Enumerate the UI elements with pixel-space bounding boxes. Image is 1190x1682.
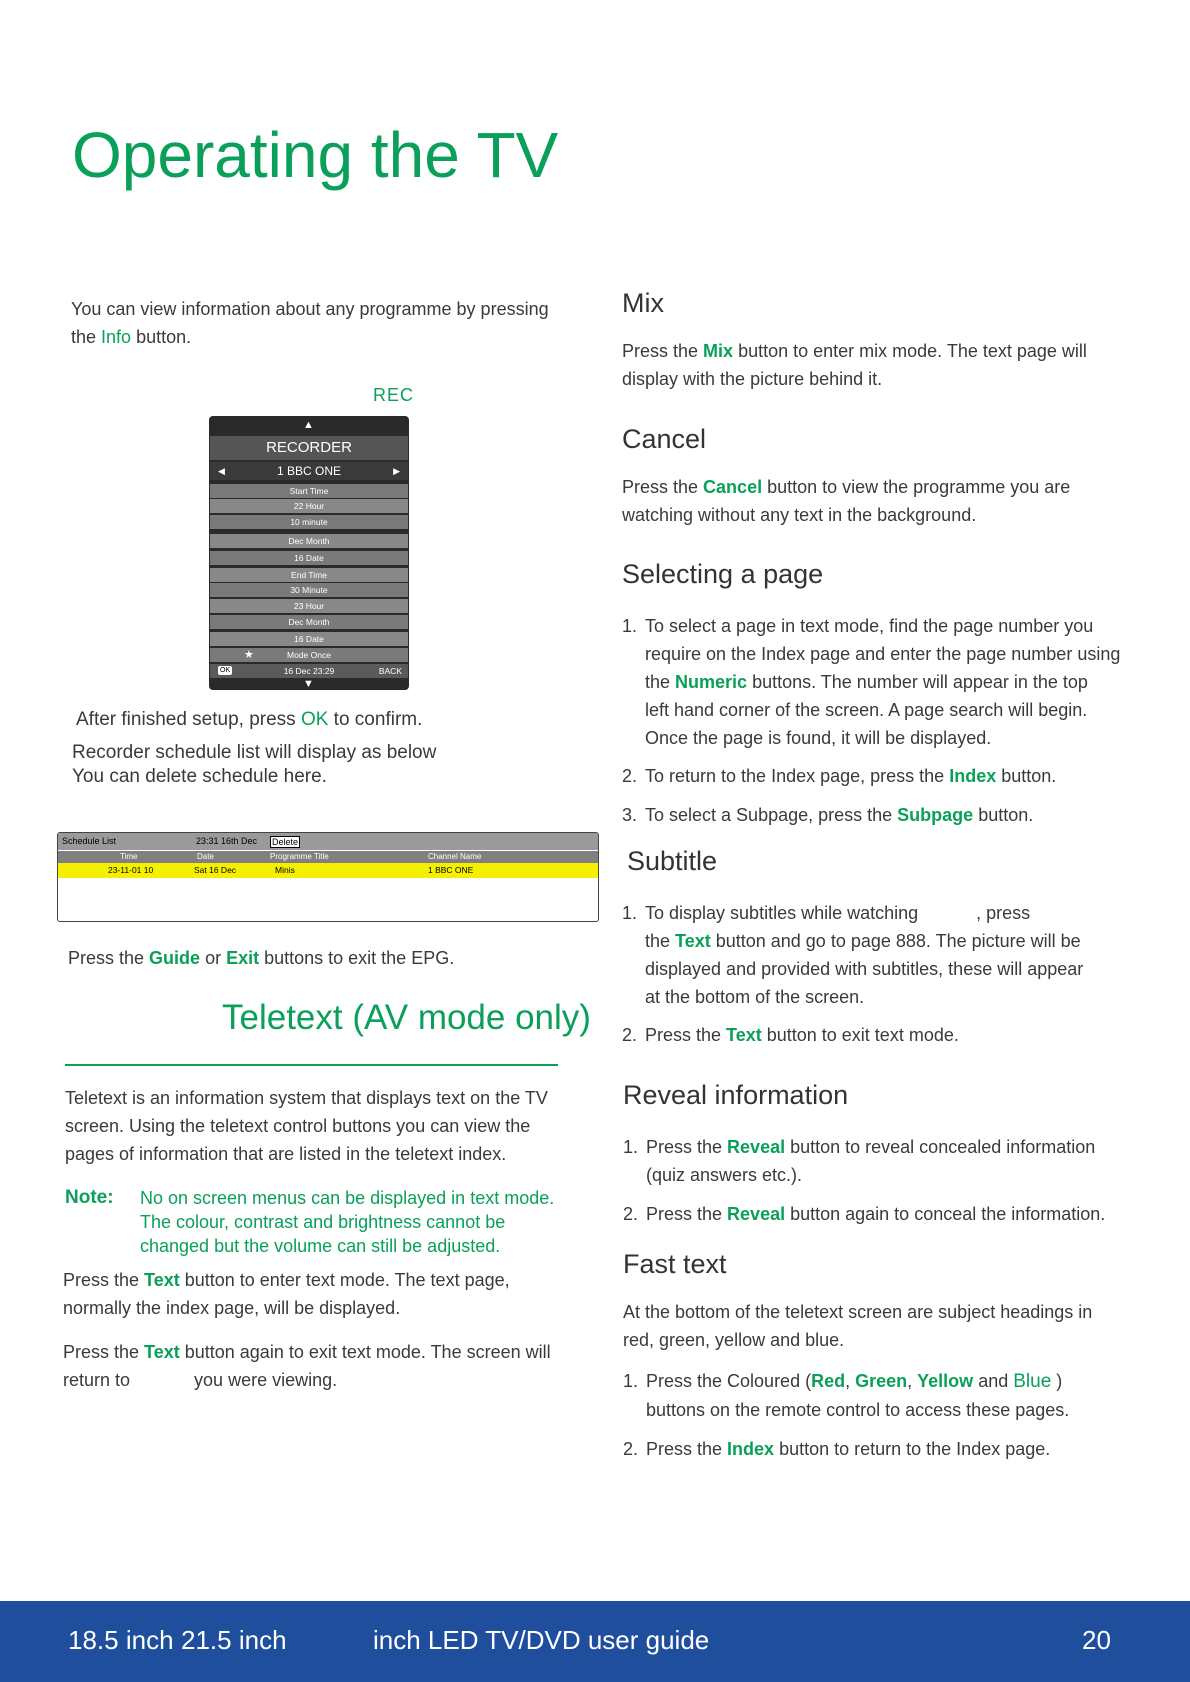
recorder-header: RECORDER xyxy=(210,436,408,460)
heading-divider xyxy=(65,1064,558,1066)
page-title: Operating the TV xyxy=(72,119,559,191)
schedule-list xyxy=(57,832,599,922)
recorder-row: End Time xyxy=(210,568,408,582)
footer-guide-title: inch LED TV/DVD user guide xyxy=(373,1625,710,1655)
recorder-channel: ◀ 1 BBC ONE ▶ xyxy=(210,462,408,480)
recorder-row: Start Time xyxy=(210,484,408,498)
footer-size-1: 18.5 inch xyxy=(68,1625,174,1655)
recorder-row: 16 Date xyxy=(210,551,408,565)
left-arrow-icon: ◀ xyxy=(218,466,225,476)
list-item: 1. To select a page in text mode, find the page number you require on the Index page and enter the page number using the Numeric buttons. The number will appear in the top left hand corner of the screen. A page search will begin. Once the page is found, it will be displayed. xyxy=(622,616,1121,748)
page-number: 20 xyxy=(1082,1625,1111,1655)
recorder-row: Dec Month xyxy=(210,615,408,629)
reveal-section xyxy=(623,1080,1163,1228)
list-item: 2. Press the Text button to exit text mode. xyxy=(622,1025,959,1045)
rec-label: REC xyxy=(373,385,415,405)
subtitle-heading: Subtitle xyxy=(627,846,718,876)
guide-exit-text: Press the Guide or Exit buttons to exit the EPG. xyxy=(68,948,455,968)
list-item: 1. Press the Reveal button to reveal concealed information (quiz answers etc.). xyxy=(623,1137,1096,1185)
up-arrow-icon: ▲ xyxy=(303,419,314,431)
recorder-row: Dec Month xyxy=(210,534,408,548)
info-button-term: Info xyxy=(101,327,132,347)
recorder-screen xyxy=(209,416,409,690)
cancel-section: Cancel Press the Cancel button to view the programme you are watching without any text in the background. xyxy=(622,424,1142,529)
recorder-row: 16 Date xyxy=(210,632,408,646)
subtitle-section xyxy=(622,846,1167,1049)
recorder-footer: OK 16 Dec 23:29 BACK xyxy=(210,664,408,678)
schedule-title-bar: Schedule List 23:31 16th Dec Delete xyxy=(58,833,598,850)
teletext-intro: Teletext is an information system that displays text on the TV screen. Using the teletext control buttons you can view the pages of information that are listed in the teletext index. xyxy=(65,1088,548,1164)
mix-heading: Mix xyxy=(622,288,664,318)
selecting-page-section xyxy=(622,559,1162,829)
schedule-note: Recorder schedule list will display as below You can delete schedule here. xyxy=(72,742,437,787)
ok-key-icon: OK xyxy=(220,667,231,674)
reveal-heading: Reveal information xyxy=(623,1080,849,1110)
footer-size-2: 21.5 inch xyxy=(181,1625,287,1655)
list-item: 2. Press the Reveal button again to conceal the information. xyxy=(623,1204,1106,1224)
note-label: Note: xyxy=(65,1187,114,1208)
recorder-row: 22 Hour xyxy=(210,499,408,513)
recorder-row: 30 Minute xyxy=(210,583,408,597)
text-exit-paragraph: Press the Text button again to exit text mode. The screen will return to you were viewing. xyxy=(63,1342,551,1390)
note-text: No on screen menus can be displayed in text mode. The colour, contrast and brightness cannot be changed but the volume can still be adjusted. xyxy=(140,1188,555,1256)
list-item: 1. To display subtitles while watching , press the Text button and go to page 888. The picture will be displayed and provided with subtitles, these will appear at the bottom of the screen. xyxy=(622,903,1084,1007)
fast-text-section: Fast text At the bottom of the teletext screen are subject headings in red, green, yellow and blue. 1. Press the Coloured (Red, Green, Yellow and Blue ) buttons on the remote control to access these pages. 2. Press the Index button to return to the Index page. xyxy=(623,1249,1163,1463)
list-item: 3. To select a Subpage, press the Subpage button. xyxy=(622,805,1034,825)
star-icon: ★ xyxy=(244,649,254,661)
text-enter-paragraph: Press the Text button to enter text mode. The text page, normally the index page, will be displayed. xyxy=(63,1270,510,1318)
page-footer xyxy=(0,1601,1190,1682)
mix-section: Mix Press the Mix button to enter mix mode. The text page will display with the picture behind it. xyxy=(622,288,1142,393)
fast-text-heading: Fast text xyxy=(623,1249,727,1279)
recorder-row: ★ Mode Once xyxy=(210,648,408,662)
list-item: 2. To return to the Index page, press the Index button. xyxy=(622,766,1057,786)
schedule-header: Time Date Programme Title Channel Name xyxy=(58,851,598,863)
info-paragraph: You can view information about any programme by pressing the Info button. xyxy=(71,299,549,347)
list-item: 1. Press the Coloured (Red, Green, Yellow and Blue ) buttons on the remote control to access these pages. xyxy=(623,1371,1070,1420)
selecting-page-heading: Selecting a page xyxy=(622,559,824,589)
cancel-heading: Cancel xyxy=(622,424,707,454)
after-setup-text: After finished setup, press OK to confirm. xyxy=(76,709,423,730)
recorder-row: 23 Hour xyxy=(210,599,408,613)
delete-button[interactable]: Delete xyxy=(272,837,299,847)
schedule-row[interactable]: 23-11-01 10 Sat 16 Dec Minis 1 BBC ONE xyxy=(58,863,598,878)
down-arrow-icon: ▼ xyxy=(303,678,314,690)
right-arrow-icon: ▶ xyxy=(393,466,400,476)
teletext-heading: Teletext (AV mode only) xyxy=(222,998,591,1037)
recorder-row: 10 minute xyxy=(210,515,408,529)
list-item: 2. Press the Index button to return to the Index page. xyxy=(623,1439,1051,1459)
